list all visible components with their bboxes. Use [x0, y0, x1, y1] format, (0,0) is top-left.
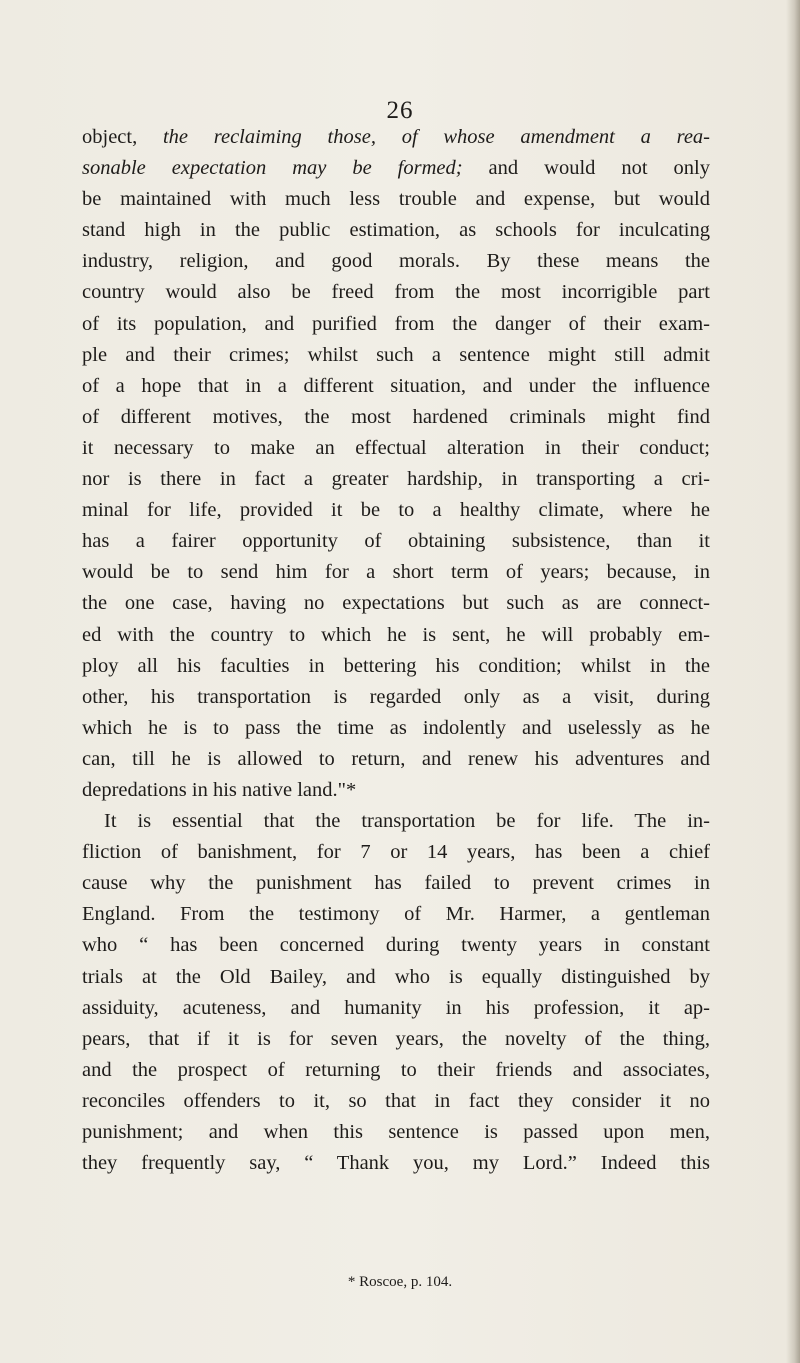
text-segment: minal for life, provided it be to a healthy climate, where he: [82, 499, 710, 522]
text-line: [82, 837, 710, 868]
text-segment: other, his transportation is regarded only as a visit, during: [82, 685, 710, 708]
text-line: [82, 899, 710, 930]
text-line: [82, 651, 710, 682]
text-line: [82, 495, 710, 526]
text-segment: and would not only: [462, 157, 710, 180]
text-line: [82, 464, 710, 495]
text-segment: object,: [82, 126, 163, 148]
text-segment: punishment; and when this sentence is passed upon men,: [82, 1121, 710, 1143]
text-line: [82, 744, 710, 775]
text-line: [82, 526, 710, 557]
text-segment: fliction of banishment, for 7 or 14 years, has been a chief: [82, 841, 710, 864]
text-line: [82, 682, 710, 713]
text-segment: stand high in the public estimation, as schools for inculcating: [82, 219, 710, 242]
text-segment: would be to send him for a short term of years; because, in: [82, 561, 710, 584]
italic-text: sonable expectation may be formed;: [82, 157, 463, 180]
text-segment: the one case, having no expectations but such as are connect-: [82, 592, 710, 615]
text-line: [82, 246, 710, 277]
text-line: [82, 340, 710, 371]
text-segment: of its population, and purified from the danger of their exam-: [82, 312, 710, 335]
text-segment: they frequently say, “ Thank you, my Lord.” Indeed this: [82, 1152, 710, 1175]
text-segment: ple and their crimes; whilst such a sentence might still admit: [82, 343, 710, 366]
text-line: [82, 713, 710, 744]
text-segment: cause why the punishment has failed to prevent crimes in: [82, 872, 710, 895]
footnote: * Roscoe, p. 104.: [347, 1274, 453, 1290]
text-line: [82, 371, 710, 402]
text-line: [82, 775, 710, 806]
text-line: [82, 806, 710, 837]
text-line: [82, 215, 710, 246]
text-segment: and the prospect of returning to their friends and associates,: [82, 1058, 710, 1081]
text-segment: trials at the Old Bailey, and who is equally distinguished by: [82, 965, 710, 988]
text-segment: of different motives, the most hardened criminals might find: [82, 405, 710, 428]
text-line: [82, 309, 710, 340]
text-segment: which he is to pass the time as indolently and uselessly as he: [82, 716, 710, 739]
text-line: [82, 1117, 710, 1148]
text-line: [82, 1055, 710, 1086]
page-edge-shadow: [786, 0, 800, 1363]
text-segment: who “ has been concerned during twenty years in constant: [82, 934, 710, 957]
text-line: [82, 277, 710, 308]
text-segment: assiduity, acuteness, and humanity in his profession, it ap-: [82, 996, 710, 1019]
text-line: [82, 433, 710, 464]
page-number: 26: [386, 97, 414, 124]
text-line: [82, 868, 710, 899]
text-line: [82, 993, 710, 1024]
text-segment: ploy all his faculties in bettering his condition; whilst in the: [82, 654, 710, 677]
text-line: [82, 962, 710, 993]
text-segment: ed with the country to which he is sent, he will probably em-: [82, 623, 710, 646]
body-text: [82, 122, 710, 1179]
text-line: [82, 1024, 710, 1055]
text-line: [82, 557, 710, 588]
italic-text: the reclaiming those, of whose amendment a rea-: [162, 126, 711, 148]
text-segment: nor is there in fact a greater hardship, in transporting a cri-: [82, 468, 710, 491]
text-line: [82, 122, 710, 153]
text-segment: country would also be freed from the most incorrigible part: [82, 281, 710, 304]
text-line: [82, 588, 710, 619]
text-segment: England. From the testimony of Mr. Harmer, a gentleman: [82, 903, 710, 926]
text-segment: It is essential that the transportation be for life. The in-: [104, 810, 710, 833]
text-segment: industry, religion, and good morals. By these means the: [82, 250, 710, 273]
text-line: [82, 1148, 710, 1179]
text-segment: has a fairer opportunity of obtaining subsistence, than it: [82, 530, 710, 553]
text-segment: reconciles offenders to it, so that in fact they consider it no: [82, 1089, 710, 1112]
text-segment: depredations in his native land."*: [82, 778, 357, 801]
text-segment: be maintained with much less trouble and expense, but would: [82, 188, 710, 211]
text-line: [82, 184, 710, 215]
text-line: [82, 620, 710, 651]
text-line: [82, 402, 710, 433]
text-segment: pears, that if it is for seven years, the novelty of the thing,: [82, 1027, 710, 1050]
text-segment: of a hope that in a different situation, and under the influence: [82, 374, 710, 397]
text-line: [82, 153, 710, 184]
text-line: [82, 930, 710, 961]
text-line: [82, 1086, 710, 1117]
text-segment: it necessary to make an effectual alteration in their conduct;: [82, 436, 710, 459]
text-segment: can, till he is allowed to return, and renew his adventures and: [82, 747, 710, 770]
